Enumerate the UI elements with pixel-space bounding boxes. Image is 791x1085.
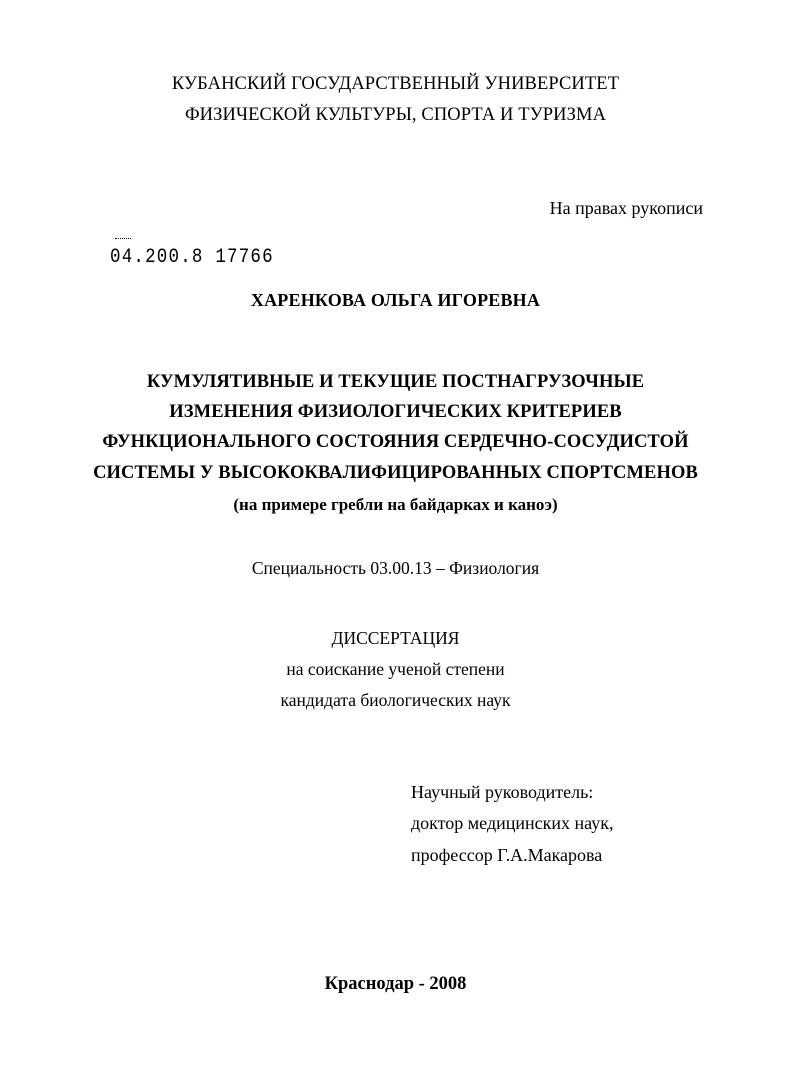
university-name-line1: КУБАНСКИЙ ГОСУДАРСТВЕННЫЙ УНИВЕРСИТЕТ [171, 74, 620, 94]
supervisor-name: профессор Г.А.Макарова [411, 845, 603, 865]
title-subtitle: (на примере гребли на байдарках и каноэ) [233, 495, 558, 514]
supervisor-degree: доктор медицинских наук, [411, 813, 614, 833]
supervisor-label: Научный руководитель: [411, 782, 594, 802]
dissertation-degree-line1: на соискание ученой степени [286, 659, 505, 679]
manuscript-rights-note: На правах рукописи [549, 198, 703, 218]
title-line: ИЗМЕНЕНИЯ ФИЗИОЛОГИЧЕСКИХ КРИТЕРИЕВ [169, 402, 622, 422]
author-name: ХАРЕНКОВА ОЛЬГА ИГОРЕВНА [250, 290, 541, 310]
title-line: КУМУЛЯТИВНЫЕ И ТЕКУЩИЕ ПОСТНАГРУЗОЧНЫЕ [146, 372, 645, 392]
stamp-mark [115, 238, 131, 242]
dissertation-degree-line2: кандидата биологических наук [280, 690, 511, 710]
dissertation-heading: ДИССЕРТАЦИЯ [331, 628, 460, 648]
title-line: ФУНКЦИОНАЛЬНОГО СОСТОЯНИЯ СЕРДЕЧНО-СОСУДИСТОЙ [102, 432, 689, 452]
registration-stamp: 04.200.8 17766 [110, 246, 274, 269]
specialty: Специальность 03.00.13 – Физиология [251, 558, 540, 578]
city-year: Краснодар - 2008 [324, 974, 467, 994]
title-line: СИСТЕМЫ У ВЫСОКОКВАЛИФИЦИРОВАННЫХ СПОРТСМЕНОВ [93, 463, 698, 483]
university-name-line2: ФИЗИЧЕСКОЙ КУЛЬТУРЫ, СПОРТА И ТУРИЗМА [184, 105, 607, 125]
